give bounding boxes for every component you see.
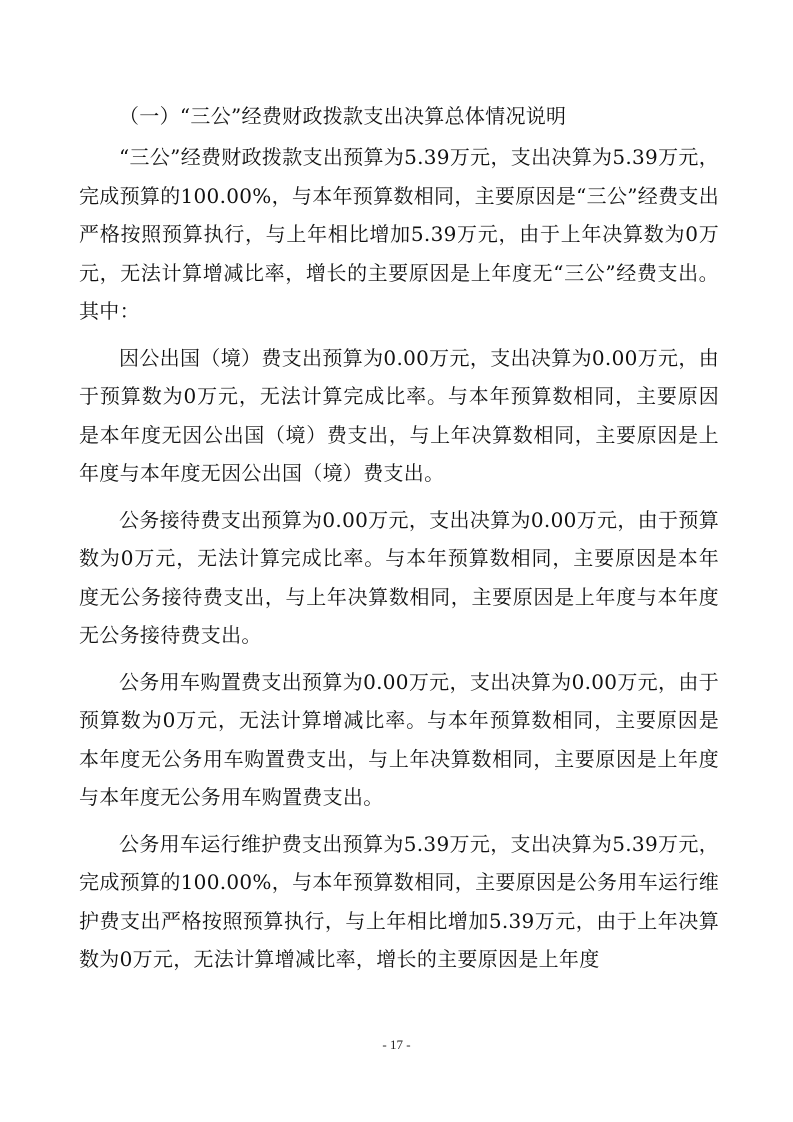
paragraph-three-public-overview: “三公”经费财政拨款支出预算为5.39万元，支出决算为5.39万元，完成预算的100.00%，与本年预算数相同，主要原因是“三公”经费支出严格按照预算执行，与上年相比增加5.39万元，由于上年决算数为0万元，无法计算增减比率，增长的主要原因是上年度无“三公”经费支出。其中： — [79, 145, 719, 323]
paragraph-vehicle-purchase: 公务用车购置费支出预算为0.00万元，支出决算为0.00万元，由于预算数为0万元，无法计算增减比率。与本年预算数相同，主要原因是本年度无公务用车购置费支出，与上年决算数相同，主要原因是上年度与本年度无公务用车购置费支出。 — [79, 669, 719, 809]
page-number: - 17 - — [382, 1037, 411, 1052]
page-body — [79, 96, 719, 987]
paragraph-overseas-travel: 因公出国（境）费支出预算为0.00万元，支出决算为0.00万元，由于预算数为0万元，无法计算完成比率。与本年预算数相同，主要原因是本年度无因公出国（境）费支出，与上年决算数相同，主要原因是上年度与本年度无因公出国（境）费支出。 — [79, 345, 719, 485]
paragraph-official-reception: 公务接待费支出预算为0.00万元，支出决算为0.00万元，由于预算数为0万元，无法计算完成比率。与本年预算数相同，主要原因是本年度无公务接待费支出，与上年决算数相同，主要原因是上年度与本年度无公务接待费支出。 — [79, 507, 719, 647]
paragraph-vehicle-operation: 公务用车运行维护费支出预算为5.39万元，支出决算为5.39万元，完成预算的100.00%，与本年预算数相同，主要原因是公务用车运行维护费支出严格按照预算执行，与上年相比增加5.39万元，由于上年决算数为0万元，无法计算增减比率，增长的主要原因是上年度 — [79, 831, 719, 971]
section-heading: （一）“三公”经费财政拨款支出决算总体情况说明 — [119, 104, 567, 128]
